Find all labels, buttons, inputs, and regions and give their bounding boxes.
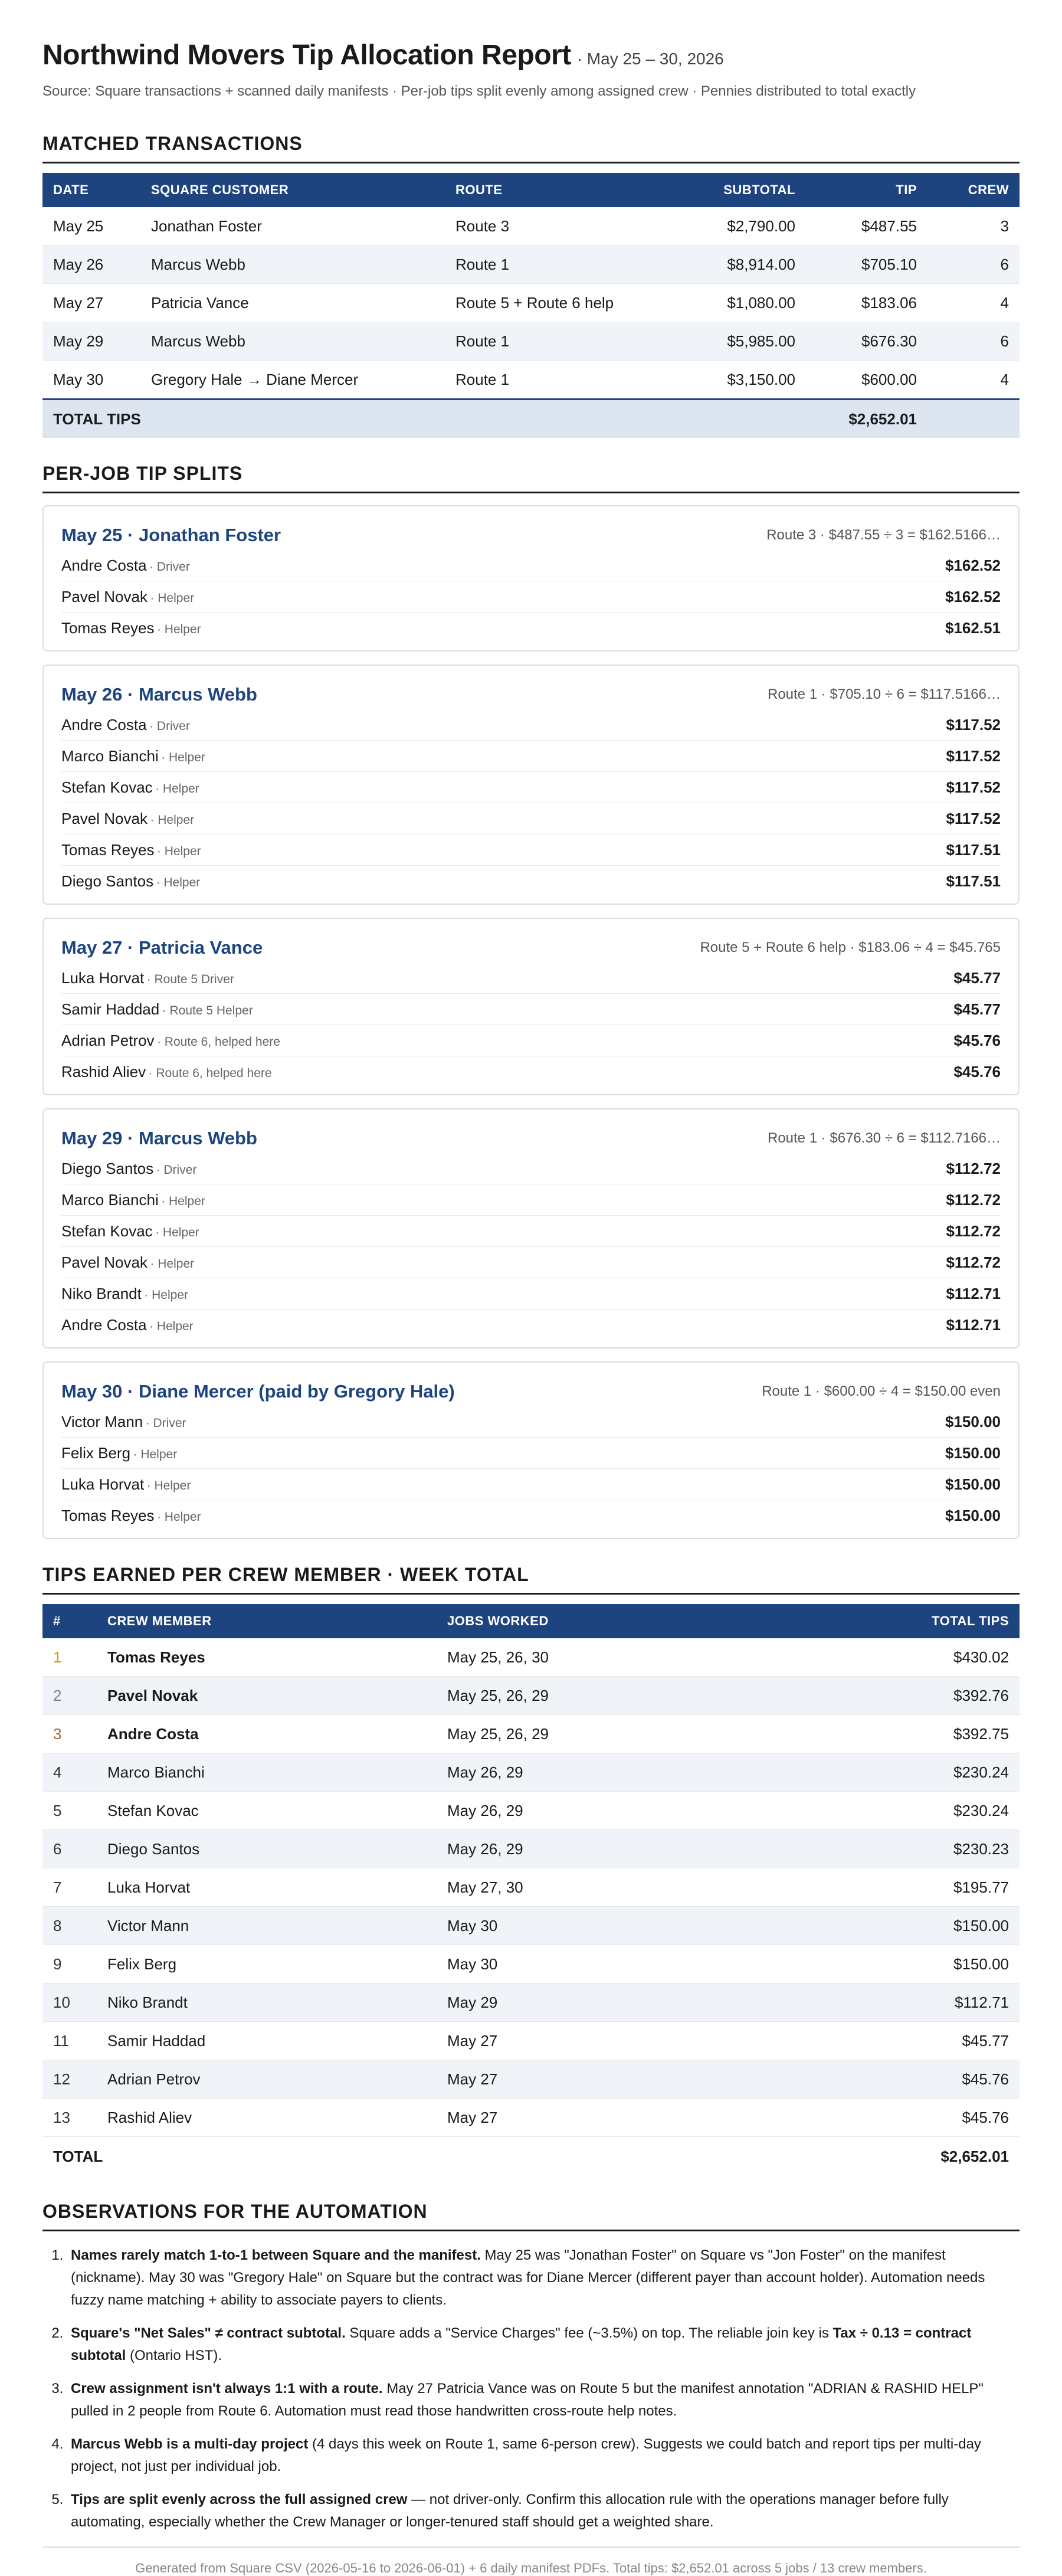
crew-totals-body <box>42 1638 1020 2176</box>
col-square-customer: SQUARE CUSTOMER <box>140 173 445 207</box>
job-crew-line <box>61 1247 1001 1278</box>
observation-text: (4 days this week on Route 1, same 6-person crew). Suggests we could batch and report tips per multi-day project, not just per individual job. <box>71 2436 981 2474</box>
crew-split-amount: $150.00 <box>945 1506 1001 1524</box>
job-cards-container <box>42 505 1020 1539</box>
cell-rank: 4 <box>42 1753 97 1792</box>
crew-name: Rashid Aliev <box>61 1062 146 1081</box>
job-formula: Route 1 · $600.00 ÷ 4 = $150.00 even <box>762 1383 1001 1399</box>
crew-role: · Helper <box>161 1194 205 1208</box>
crew-role: · Helper <box>156 1510 201 1524</box>
cell-crew-member: Marco Bianchi <box>97 1753 437 1792</box>
cell-date: May 30 <box>42 361 140 400</box>
job-formula: Route 5 + Route 6 help · $183.06 ÷ 4 = $45.765 <box>700 940 1001 955</box>
col-rank: # <box>42 1604 97 1638</box>
crew-total-label: TOTAL <box>53 2147 103 2165</box>
cell-jobs-worked: May 27 <box>437 2060 760 2099</box>
cell-crew: 4 <box>927 284 1020 322</box>
crew-split-amount: $162.52 <box>945 587 1001 605</box>
job-crew-member <box>61 810 194 828</box>
crew-role: · Helper <box>156 875 201 889</box>
report-header <box>42 39 1020 71</box>
cell-total-tips: $45.76 <box>760 2060 1020 2099</box>
table-row <box>42 1792 1020 1830</box>
job-title: May 27 · Patricia Vance <box>61 937 263 958</box>
report-date-range: · May 25 – 30, 2026 <box>576 50 724 68</box>
table-row <box>42 2022 1020 2060</box>
cell-tip: $600.00 <box>806 361 927 400</box>
cell-subtotal: $2,790.00 <box>667 207 806 246</box>
crew-total-row <box>42 2137 1020 2176</box>
cell-crew-member: Stefan Kovac <box>97 1792 437 1830</box>
crew-role: · Helper <box>150 591 195 605</box>
observations-list <box>42 2244 1020 2534</box>
job-crew-member <box>61 619 201 637</box>
job-crew-line <box>61 1184 1001 1216</box>
job-crew-member <box>61 778 199 797</box>
crew-role: · Driver <box>149 559 190 574</box>
cell-date: May 26 <box>42 246 140 284</box>
job-crew-line <box>61 613 1001 643</box>
cell-jobs-worked: May 26, 29 <box>437 1792 760 1830</box>
cell-rank: 6 <box>42 1830 97 1868</box>
job-crew-member <box>61 716 190 734</box>
observation-item <box>67 2244 1020 2312</box>
crew-split-amount: $117.51 <box>946 872 1001 890</box>
table-row <box>42 207 1020 246</box>
job-crew-member <box>61 1000 253 1019</box>
crew-name: Victor Mann <box>61 1412 143 1431</box>
cell-customer: Marcus Webb <box>140 246 445 284</box>
table-row <box>42 1677 1020 1715</box>
table-row <box>42 1715 1020 1753</box>
crew-name: Felix Berg <box>61 1444 131 1462</box>
cell-date: May 25 <box>42 207 140 246</box>
job-formula: Route 3 · $487.55 ÷ 3 = $162.5166… <box>766 527 1001 543</box>
job-crew-line <box>61 963 1001 994</box>
cell-total-tips: $45.76 <box>760 2099 1020 2137</box>
cell-rank: 3 <box>42 1715 97 1753</box>
job-crew-member <box>61 1413 186 1431</box>
job-title: May 29 · Marcus Webb <box>61 1128 257 1148</box>
crew-name: Andre Costa <box>61 556 147 574</box>
observation-text: May 25 was "Jonathan Foster" on Square vs "Jon Foster" on the manifest (nickname). May 30 was "Gregory Hale" on Square but the contract was for Diane Mercer (different payer than account holder). Automation needs fuzzy name matching + ability to associate payers to clients. <box>71 2247 985 2308</box>
table-header-row <box>42 1604 1020 1638</box>
observation-text: May 27 Patricia Vance was on Route 5 but the manifest annotation "ADRIAN & RASHID HELP" pulled in 2 people from Route 6. Automation must read those handwritten cross-route help notes. <box>71 2381 984 2419</box>
col-date: DATE <box>42 173 140 207</box>
crew-split-amount: $117.52 <box>946 715 1001 734</box>
table-row <box>42 1753 1020 1792</box>
cell-route: Route 1 <box>445 246 667 284</box>
crew-name: Niko Brandt <box>61 1284 142 1302</box>
crew-split-amount: $150.00 <box>945 1475 1001 1493</box>
crew-role: · Driver <box>156 1163 197 1177</box>
job-card-header <box>61 1124 1001 1153</box>
cell-total-tips: $45.77 <box>760 2022 1020 2060</box>
col-jobs-worked: JOBS WORKED <box>437 1604 760 1638</box>
crew-name: Luka Horvat <box>61 968 145 987</box>
crew-name: Stefan Kovac <box>61 1222 153 1240</box>
table-row <box>42 2099 1020 2137</box>
crew-split-amount: $112.71 <box>946 1284 1001 1302</box>
observation-item <box>67 2322 1020 2367</box>
crew-role: · Helper <box>144 1288 188 1302</box>
job-formula: Route 1 · $676.30 ÷ 6 = $112.7166… <box>767 1130 1001 1146</box>
job-card-header <box>61 680 1001 709</box>
crew-name: Pavel Novak <box>61 587 148 605</box>
matched-transactions-table <box>42 173 1020 438</box>
cell-rank: 12 <box>42 2060 97 2099</box>
cell-jobs-worked: May 29 <box>437 1983 760 2022</box>
total-tips-value: $2,652.01 <box>806 400 927 438</box>
job-crew-line <box>61 550 1001 581</box>
job-card-header <box>61 933 1001 963</box>
crew-name: Pavel Novak <box>61 809 148 827</box>
crew-role: · Driver <box>145 1416 186 1430</box>
cell-customer: Marcus Webb <box>140 322 445 361</box>
cell-crew-member: Andre Costa <box>97 1715 437 1753</box>
table-row <box>42 322 1020 361</box>
crew-totals-table <box>42 1604 1020 2176</box>
job-crew-line <box>61 1025 1001 1056</box>
job-crew-line <box>61 803 1001 834</box>
job-card <box>42 1108 1020 1348</box>
crew-role: · Route 6, helped here <box>156 1035 280 1049</box>
job-crew-line <box>61 1216 1001 1247</box>
col-tip: TIP <box>806 173 927 207</box>
job-crew-line <box>61 1056 1001 1087</box>
cell-rank: 8 <box>42 1907 97 1945</box>
cell-total-tips: $195.77 <box>760 1868 1020 1907</box>
cell-rank: 9 <box>42 1945 97 1983</box>
crew-name: Adrian Petrov <box>61 1031 155 1049</box>
crew-name: Marco Bianchi <box>61 1190 159 1209</box>
cell-jobs-worked: May 30 <box>437 1945 760 1983</box>
cell-crew-member: Felix Berg <box>97 1945 437 1983</box>
crew-total-value: $2,652.01 <box>940 2147 1009 2165</box>
job-crew-line <box>61 866 1001 896</box>
crew-name: Tomas Reyes <box>61 1506 155 1524</box>
crew-name: Tomas Reyes <box>61 840 155 859</box>
cell-tip: $183.06 <box>806 284 927 322</box>
cell-date: May 29 <box>42 322 140 361</box>
cell-crew: 4 <box>927 361 1020 400</box>
cell-route: Route 1 <box>445 322 667 361</box>
crew-name: Luka Horvat <box>61 1475 145 1493</box>
table-row <box>42 284 1020 322</box>
observation-text: — not driver-only. Confirm this allocation rule with the operations manager before fully automating, especially whether the Crew Manager or longer-tenured staff should get a weighted share. <box>71 2492 949 2530</box>
section-crew-totals: TIPS EARNED PER CREW MEMBER · WEEK TOTAL <box>42 1564 1020 1595</box>
cell-rank: 10 <box>42 1983 97 2022</box>
table-row <box>42 2060 1020 2099</box>
observation-emphasis: Tax ÷ 0.13 = contract subtotal <box>71 2325 972 2364</box>
cell-crew-member: Samir Haddad <box>97 2022 437 2060</box>
cell-crew: 3 <box>927 207 1020 246</box>
cell-rank: 1 <box>42 1638 97 1677</box>
cell-jobs-worked: May 26, 29 <box>437 1753 760 1792</box>
job-title: May 25 · Jonathan Foster <box>61 525 281 545</box>
cell-total-tips: $230.23 <box>760 1830 1020 1868</box>
cell-subtotal: $3,150.00 <box>667 361 806 400</box>
cell-jobs-worked: May 25, 26, 30 <box>437 1638 760 1677</box>
job-crew-member <box>61 841 201 859</box>
col-subtotal: SUBTOTAL <box>667 173 806 207</box>
crew-role: · Helper <box>133 1447 178 1461</box>
col-crew-member: CREW MEMBER <box>97 1604 437 1638</box>
total-tips-empty <box>927 400 1020 438</box>
report-subtitle: Source: Square transactions + scanned daily manifests · Per-job tips split evenly among assigned crew · Pennies distributed to total exactly <box>42 83 916 99</box>
cell-jobs-worked: May 27 <box>437 2099 760 2137</box>
cell-jobs-worked: May 27 <box>437 2022 760 2060</box>
job-crew-line <box>61 741 1001 772</box>
job-crew-member <box>61 969 234 987</box>
crew-split-amount: $117.52 <box>946 747 1001 765</box>
cell-total-tips: $430.02 <box>760 1638 1020 1677</box>
cell-tip: $487.55 <box>806 207 927 246</box>
crew-role: · Helper <box>149 1319 194 1333</box>
crew-split-amount: $117.52 <box>946 809 1001 827</box>
cell-subtotal: $1,080.00 <box>667 284 806 322</box>
crew-role: · Route 6, helped here <box>148 1066 272 1080</box>
table-row <box>42 1830 1020 1868</box>
crew-role: · Helper <box>155 1225 199 1239</box>
job-crew-line <box>61 1153 1001 1184</box>
crew-name: Stefan Kovac <box>61 778 153 796</box>
job-formula: Route 1 · $705.10 ÷ 6 = $117.5166… <box>767 686 1001 702</box>
crew-role: · Helper <box>155 781 199 796</box>
job-card-header <box>61 1377 1001 1406</box>
table-row <box>42 1945 1020 1983</box>
cell-crew-member: Victor Mann <box>97 1907 437 1945</box>
cell-date: May 27 <box>42 284 140 322</box>
job-crew-member <box>61 1507 201 1525</box>
cell-total-tips: $112.71 <box>760 1983 1020 2022</box>
job-crew-member <box>61 557 190 575</box>
report-footer: Generated from Square CSV (2026-05-16 to 2026-06-01) + 6 daily manifest PDFs. Total tips: $2,652.01 across 5 jobs / 13 crew members. <box>42 2546 1020 2576</box>
crew-name: Samir Haddad <box>61 1000 160 1018</box>
cell-total-tips: $150.00 <box>760 1907 1020 1945</box>
job-crew-line <box>61 1278 1001 1310</box>
section-matched-transactions: MATCHED TRANSACTIONS <box>42 133 1020 163</box>
cell-customer: Patricia Vance <box>140 284 445 322</box>
crew-split-amount: $45.76 <box>953 1031 1001 1049</box>
cell-rank: 2 <box>42 1677 97 1715</box>
crew-split-amount: $112.71 <box>946 1315 1001 1334</box>
observation-lead: Tips are split evenly across the full assigned crew <box>71 2492 408 2508</box>
job-crew-member <box>61 1063 272 1081</box>
crew-role: · Helper <box>150 1256 195 1271</box>
observation-item <box>67 2489 1020 2534</box>
job-crew-member <box>61 1032 280 1050</box>
job-card <box>42 918 1020 1095</box>
report-title: Northwind Movers Tip Allocation Report <box>42 40 571 71</box>
cell-route: Route 5 + Route 6 help <box>445 284 667 322</box>
crew-name: Marco Bianchi <box>61 747 159 765</box>
table-header-row <box>42 173 1020 207</box>
cell-jobs-worked: May 30 <box>437 1907 760 1945</box>
crew-role: · Route 5 Driver <box>146 972 234 986</box>
job-card <box>42 505 1020 652</box>
job-crew-line <box>61 834 1001 866</box>
observation-lead: Square's "Net Sales" ≠ contract subtotal. <box>71 2325 346 2341</box>
table-row <box>42 1638 1020 1677</box>
cell-total-tips: $150.00 <box>760 1945 1020 1983</box>
job-crew-member <box>61 1191 205 1209</box>
total-tips-row <box>42 400 1020 438</box>
crew-role: · Helper <box>146 1478 191 1492</box>
crew-split-amount: $45.76 <box>953 1062 1001 1081</box>
job-crew-line <box>61 1469 1001 1500</box>
cell-total-tips: $392.76 <box>760 1677 1020 1715</box>
cell-crew-member: Tomas Reyes <box>97 1638 437 1677</box>
crew-split-amount: $150.00 <box>945 1444 1001 1462</box>
job-crew-line <box>61 1438 1001 1469</box>
cell-crew-member: Pavel Novak <box>97 1677 437 1715</box>
cell-crew-member: Rashid Aliev <box>97 2099 437 2137</box>
observation-lead: Marcus Webb is a multi-day project <box>71 2436 309 2452</box>
crew-role: · Driver <box>149 719 190 733</box>
cell-subtotal: $5,985.00 <box>667 322 806 361</box>
crew-role: · Helper <box>150 813 195 827</box>
observation-lead: Crew assignment isn't always 1:1 with a route. <box>71 2381 383 2397</box>
job-crew-line <box>61 994 1001 1025</box>
col-crew: CREW <box>927 173 1020 207</box>
observation-item <box>67 2433 1020 2478</box>
cell-crew-member: Diego Santos <box>97 1830 437 1868</box>
job-crew-member <box>61 1222 199 1240</box>
job-title: May 30 · Diane Mercer (paid by Gregory Hale) <box>61 1381 455 1402</box>
cell-jobs-worked: May 25, 26, 29 <box>437 1677 760 1715</box>
section-observations: OBSERVATIONS FOR THE AUTOMATION <box>42 2201 1020 2231</box>
job-crew-line <box>61 709 1001 741</box>
cell-jobs-worked: May 25, 26, 29 <box>437 1715 760 1753</box>
crew-split-amount: $112.72 <box>946 1190 1001 1209</box>
cell-crew-member: Adrian Petrov <box>97 2060 437 2099</box>
crew-split-amount: $45.77 <box>953 968 1001 987</box>
table-row <box>42 1983 1020 2022</box>
crew-name: Tomas Reyes <box>61 618 155 637</box>
job-crew-member <box>61 1285 188 1303</box>
cell-route: Route 3 <box>445 207 667 246</box>
table-row <box>42 361 1020 400</box>
crew-split-amount: $150.00 <box>945 1412 1001 1431</box>
cell-total-tips: $230.24 <box>760 1753 1020 1792</box>
observation-text: Square adds a "Service Charges" fee (~3.5%) on top. The reliable join key is <box>345 2325 833 2341</box>
crew-split-amount: $112.72 <box>946 1159 1001 1177</box>
crew-split-amount: $112.72 <box>946 1222 1001 1240</box>
table-row <box>42 1907 1020 1945</box>
job-crew-member <box>61 1316 194 1334</box>
table-row <box>42 1868 1020 1907</box>
cell-customer: Jonathan Foster <box>140 207 445 246</box>
cell-route: Route 1 <box>445 361 667 400</box>
crew-split-amount: $117.51 <box>946 840 1001 859</box>
crew-name: Andre Costa <box>61 715 147 734</box>
crew-role: · Helper <box>156 844 201 858</box>
job-card <box>42 665 1020 905</box>
cell-rank: 7 <box>42 1868 97 1907</box>
cell-rank: 11 <box>42 2022 97 2060</box>
job-crew-member <box>61 588 194 606</box>
crew-name: Diego Santos <box>61 872 154 890</box>
job-crew-line <box>61 1406 1001 1438</box>
crew-split-amount: $117.52 <box>946 778 1001 796</box>
cell-subtotal: $8,914.00 <box>667 246 806 284</box>
cell-crew: 6 <box>927 322 1020 361</box>
cell-total-tips: $230.24 <box>760 1792 1020 1830</box>
crew-role: · Helper <box>156 622 201 636</box>
cell-crew: 6 <box>927 246 1020 284</box>
observation-lead: Names rarely match 1-to-1 between Square and the manifest. <box>71 2247 481 2263</box>
observation-item <box>67 2378 1020 2423</box>
job-crew-line <box>61 581 1001 613</box>
cell-tip: $705.10 <box>806 246 927 284</box>
col-route: ROUTE <box>445 173 667 207</box>
job-crew-member <box>61 1444 177 1462</box>
col-total-tips: TOTAL TIPS <box>760 1604 1020 1638</box>
job-crew-line <box>61 772 1001 803</box>
job-crew-member <box>61 747 205 765</box>
job-card <box>42 1361 1020 1539</box>
job-crew-line <box>61 1500 1001 1531</box>
job-title: May 26 · Marcus Webb <box>61 684 257 705</box>
crew-split-amount: $45.77 <box>953 1000 1001 1018</box>
total-tips-label: TOTAL TIPS <box>42 400 806 438</box>
cell-crew-member: Luka Horvat <box>97 1868 437 1907</box>
job-crew-member <box>61 1475 191 1494</box>
crew-split-amount: $162.52 <box>945 556 1001 574</box>
job-crew-member <box>61 872 200 891</box>
job-card-header <box>61 521 1001 550</box>
cell-jobs-worked: May 26, 29 <box>437 1830 760 1868</box>
job-crew-member <box>61 1253 194 1272</box>
cell-crew-member: Niko Brandt <box>97 1983 437 2022</box>
section-per-job-splits: PER-JOB TIP SPLITS <box>42 463 1020 493</box>
crew-split-amount: $112.72 <box>946 1253 1001 1271</box>
table-row <box>42 246 1020 284</box>
cell-rank: 5 <box>42 1792 97 1830</box>
job-crew-line <box>61 1310 1001 1340</box>
crew-split-amount: $162.51 <box>945 618 1001 637</box>
cell-tip: $676.30 <box>806 322 927 361</box>
cell-jobs-worked: May 27, 30 <box>437 1868 760 1907</box>
crew-role: · Helper <box>161 750 205 764</box>
observation-text-cont: (Ontario HST). <box>126 2348 222 2364</box>
crew-role: · Route 5 Helper <box>162 1003 253 1017</box>
cell-customer: Gregory Hale → Diane Mercer <box>140 361 445 400</box>
matched-transactions-body <box>42 207 1020 438</box>
cell-rank: 13 <box>42 2099 97 2137</box>
crew-name: Pavel Novak <box>61 1253 148 1271</box>
crew-name: Andre Costa <box>61 1315 147 1334</box>
crew-name: Diego Santos <box>61 1159 154 1177</box>
job-crew-member <box>61 1160 196 1178</box>
cell-total-tips: $392.75 <box>760 1715 1020 1753</box>
